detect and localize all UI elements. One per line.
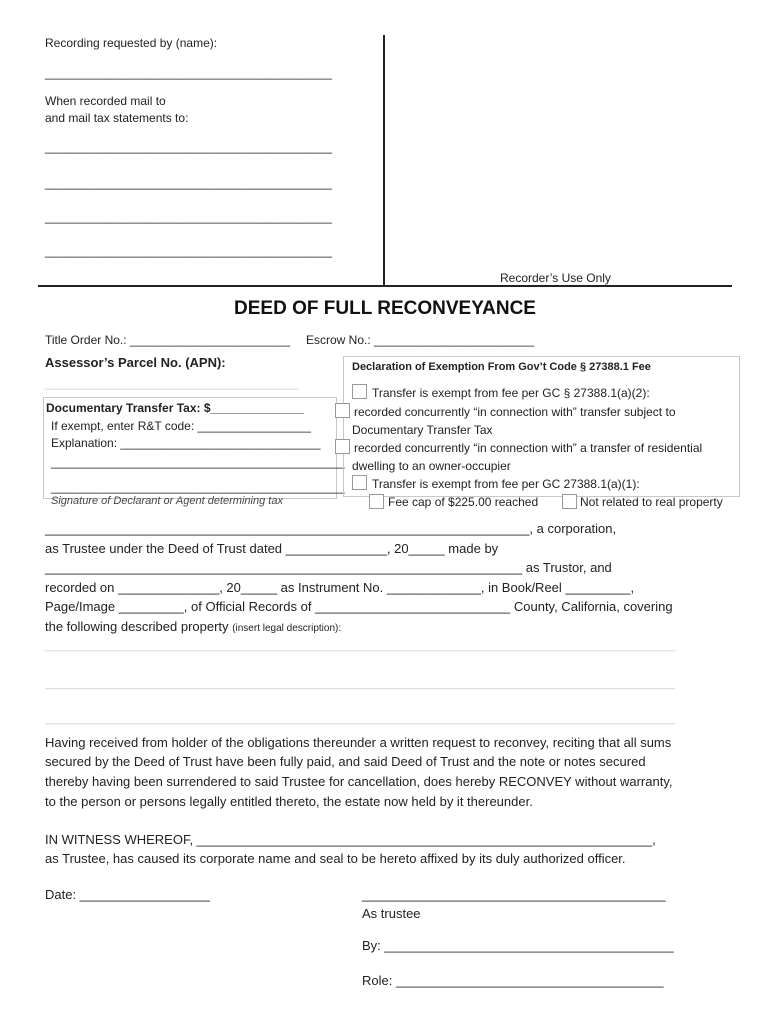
property-description-label bbox=[45, 619, 341, 634]
mail-to-line-3[interactable]: ___________________________________________ bbox=[45, 210, 332, 224]
doc-transfer-tax-label-1: recorded concurrently “in connection with” transfer subject to bbox=[354, 405, 676, 419]
date-field[interactable]: Date: __________________ bbox=[45, 887, 210, 902]
rt-code-field[interactable]: If exempt, enter R&T code: _________________ bbox=[51, 419, 311, 433]
doc-transfer-tax-label-2: Documentary Transfer Tax bbox=[352, 423, 493, 437]
recorders-use-only: Recorder’s Use Only bbox=[500, 271, 611, 285]
apn-field[interactable]: ______________________________________ bbox=[45, 376, 299, 390]
owner-occupier-label-2: dwelling to an owner-occupier bbox=[352, 459, 511, 473]
recording-requested-line[interactable]: ___________________________________________ bbox=[45, 66, 332, 80]
property-description-text: the following described property bbox=[45, 619, 229, 634]
corporation-line[interactable]: ___________________________________________________________________, a corporation, bbox=[45, 521, 617, 536]
title-order-field[interactable]: Title Order No.: ________________________ bbox=[45, 333, 291, 347]
apn-label: Assessor’s Parcel No. (APN): bbox=[45, 355, 226, 370]
exemption-title: Declaration of Exemption From Gov’t Code § 27388.1 Fee bbox=[352, 361, 651, 373]
role-field[interactable]: Role: _____________________________________ bbox=[362, 973, 664, 988]
witness-statement: as Trustee, has caused its corporate name and seal to be hereto affixed by its duly authorized officer. bbox=[45, 851, 626, 866]
not-related-label: Not related to real property bbox=[580, 495, 723, 509]
reconvey-paragraph-4: to the person or persons legally entitled thereto, the estate now held by it thereunder. bbox=[45, 794, 533, 809]
mail-to-line-2[interactable]: ___________________________________________ bbox=[45, 176, 332, 190]
legal-description-line-1[interactable]: _______________________________________________________________________________________________________ bbox=[45, 640, 676, 652]
recording-requested-label: Recording requested by (name): bbox=[45, 36, 218, 50]
escrow-field[interactable]: Escrow No.: ________________________ bbox=[306, 333, 535, 347]
exempt-a1-label: Transfer is exempt from fee per GC 27388.1(a)(1): bbox=[372, 477, 640, 491]
mail-to-line-1[interactable]: ___________________________________________ bbox=[45, 140, 332, 154]
signature-line[interactable]: ____________________________________________ bbox=[51, 480, 345, 494]
fee-cap-checkbox[interactable] bbox=[369, 494, 384, 509]
recorded-on-line[interactable]: recorded on ______________, 20_____ as Instrument No. _____________, in Book/Reel _________, bbox=[45, 580, 635, 595]
not-related-checkbox[interactable] bbox=[562, 494, 577, 509]
property-description-hint: (insert legal description): bbox=[232, 623, 342, 634]
witness-line[interactable]: IN WITNESS WHEREOF, _______________________________________________________________, bbox=[45, 832, 656, 847]
explanation-field[interactable]: Explanation: ______________________________ bbox=[51, 436, 321, 450]
trustor-line[interactable]: __________________________________________________________________ as Trustor, and bbox=[45, 560, 612, 575]
page-image-line[interactable]: Page/Image _________, of Official Records of ___________________________ County, California, covering bbox=[45, 599, 673, 614]
transfer-tax-field[interactable]: Documentary Transfer Tax: $______________ bbox=[46, 401, 304, 415]
exempt-a2-label: Transfer is exempt from fee per GC § 27388.1(a)(2): bbox=[372, 386, 650, 400]
header-horizontal-rule bbox=[38, 285, 732, 287]
reconvey-paragraph-3: thereby having been surrendered to said Trustee for cancellation, does hereby RECONVEY without warranty, bbox=[45, 774, 673, 789]
header-vertical-divider bbox=[383, 35, 385, 285]
by-field[interactable]: By: ________________________________________ bbox=[362, 938, 674, 953]
mail-to-label-2: and mail tax statements to: bbox=[45, 111, 189, 125]
as-trustee-label: As trustee bbox=[362, 906, 421, 921]
explanation-line-2[interactable]: ____________________________________________ bbox=[51, 455, 345, 469]
mail-to-line-4[interactable]: ___________________________________________ bbox=[45, 244, 332, 258]
deed-dated-line[interactable]: as Trustee under the Deed of Trust dated ______________, 20_____ made by bbox=[45, 541, 499, 556]
page-title: DEED OF FULL RECONVEYANCE bbox=[234, 298, 536, 319]
reconvey-paragraph-1: Having received from holder of the obligations thereunder a written request to reconvey, reciting that all sums bbox=[45, 735, 672, 750]
mail-to-label-1: When recorded mail to bbox=[45, 94, 166, 108]
exempt-a1-checkbox[interactable] bbox=[352, 475, 367, 490]
doc-transfer-tax-checkbox[interactable] bbox=[335, 403, 350, 418]
legal-description-line-3[interactable]: _______________________________________________________________________________________________________ bbox=[45, 713, 676, 725]
trustee-signature-line[interactable]: __________________________________________ bbox=[362, 887, 666, 902]
reconvey-paragraph-2: secured by the Deed of Trust have been fully paid, and said Deed of Trust and the note or notes secured bbox=[45, 754, 646, 769]
owner-occupier-checkbox[interactable] bbox=[335, 439, 350, 454]
legal-description-line-2[interactable]: _______________________________________________________________________________________________________ bbox=[45, 678, 676, 690]
owner-occupier-label-1: recorded concurrently “in connection with” a transfer of residential bbox=[354, 441, 703, 455]
signature-caption: Signature of Declarant or Agent determining tax bbox=[51, 495, 283, 507]
fee-cap-label: Fee cap of $225.00 reached bbox=[388, 495, 539, 509]
exempt-a2-checkbox[interactable] bbox=[352, 384, 367, 399]
